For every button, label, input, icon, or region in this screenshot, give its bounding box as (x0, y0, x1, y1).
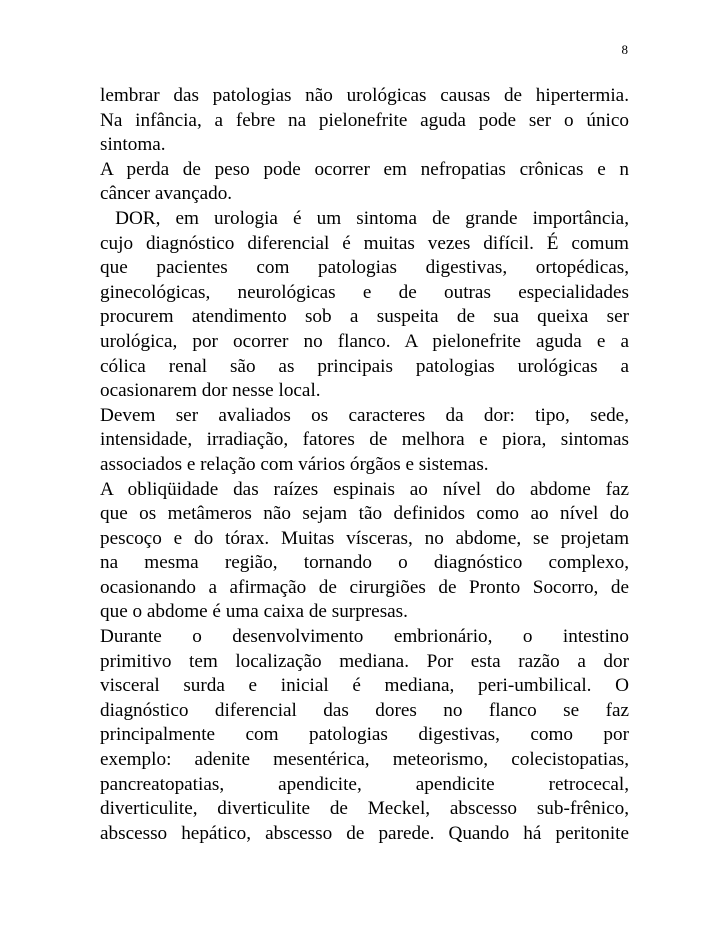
text-line: lembrar das patologias não urológicas causas de hipertermia. (100, 85, 629, 106)
paragraph (100, 109, 629, 158)
paragraph (100, 207, 629, 404)
text-line: urológica, por ocorrer no flanco. A pielonefrite aguda e a (100, 330, 629, 352)
text-line: Na infância, a febre na pielonefrite aguda pode ser o único (100, 109, 629, 131)
text-line: que pacientes com patologias digestivas, ortopédicas, (100, 257, 629, 279)
text-line: ocasionarem dor nesse local. (100, 380, 321, 402)
page-number: 8 (621, 42, 628, 57)
text-line: pescoço e do tórax. Muitas vísceras, no abdome, se projetam (100, 527, 629, 549)
text-line: que o abdome é uma caixa de surpresas. (100, 601, 408, 623)
text-line: cujo diagnóstico diferencial é muitas vezes difícil. É comum (100, 232, 629, 254)
text-line: exemplo: adenite mesentérica, meteorismo, colecistopatias, (100, 749, 629, 771)
text-line: pancreatopatias, apendicite, apendicite retrocecal, (100, 773, 629, 795)
text-line: que os metâmeros não sejam tão definidos como ao nível do (100, 503, 629, 525)
text-line: visceral surda e inicial é mediana, peri-umbilical. O (100, 675, 629, 697)
text-line: cólica renal são as principais patologias urológicas a (100, 355, 629, 377)
text-line: procurem atendimento sob a suspeita de sua queixa ser (100, 306, 629, 328)
paragraph (100, 84, 629, 109)
text-line: diagnóstico diferencial das dores no flanco se faz (100, 699, 629, 721)
text-line: diverticulite, diverticulite de Meckel, abscesso sub-frênico, (100, 798, 629, 820)
text-line: associados e relação com vários órgãos e sistemas. (100, 453, 489, 475)
text-line: abscesso hepático, abscesso de parede. Quando há peritonite (100, 822, 629, 844)
paragraph (100, 478, 629, 626)
text-line: na mesma região, tornando o diagnóstico complexo, (100, 552, 629, 574)
text-line: Devem ser avaliados os caracteres da dor: tipo, sede, (100, 404, 629, 426)
paragraph (100, 158, 629, 207)
text-line: A obliqüidade das raízes espinais ao nível do abdome faz (100, 478, 629, 500)
text-line: intensidade, irradiação, fatores de melhora e piora, sintomas (100, 429, 629, 451)
body-text (100, 84, 629, 846)
text-line: primitivo tem localização mediana. Por esta razão a dor (100, 650, 629, 672)
text-line: principalmente com patologias digestivas, como por (100, 724, 629, 746)
text-line: A perda de peso pode ocorrer em nefropatias crônicas e n (100, 158, 629, 180)
text-line: câncer avançado. (100, 183, 233, 205)
text-line: Durante o desenvolvimento embrionário, o intestino (100, 626, 629, 648)
text-line: DOR, em urologia é um sintoma de grande importância, (100, 207, 629, 229)
paragraph (100, 625, 629, 846)
text-line: sintoma. (100, 134, 166, 156)
text-line: ocasionando a afirmação de cirurgiões de Pronto Socorro, de (100, 576, 629, 598)
paragraph (100, 404, 629, 478)
text-line: ginecológicas, neurológicas e de outras especialidades (100, 281, 629, 303)
